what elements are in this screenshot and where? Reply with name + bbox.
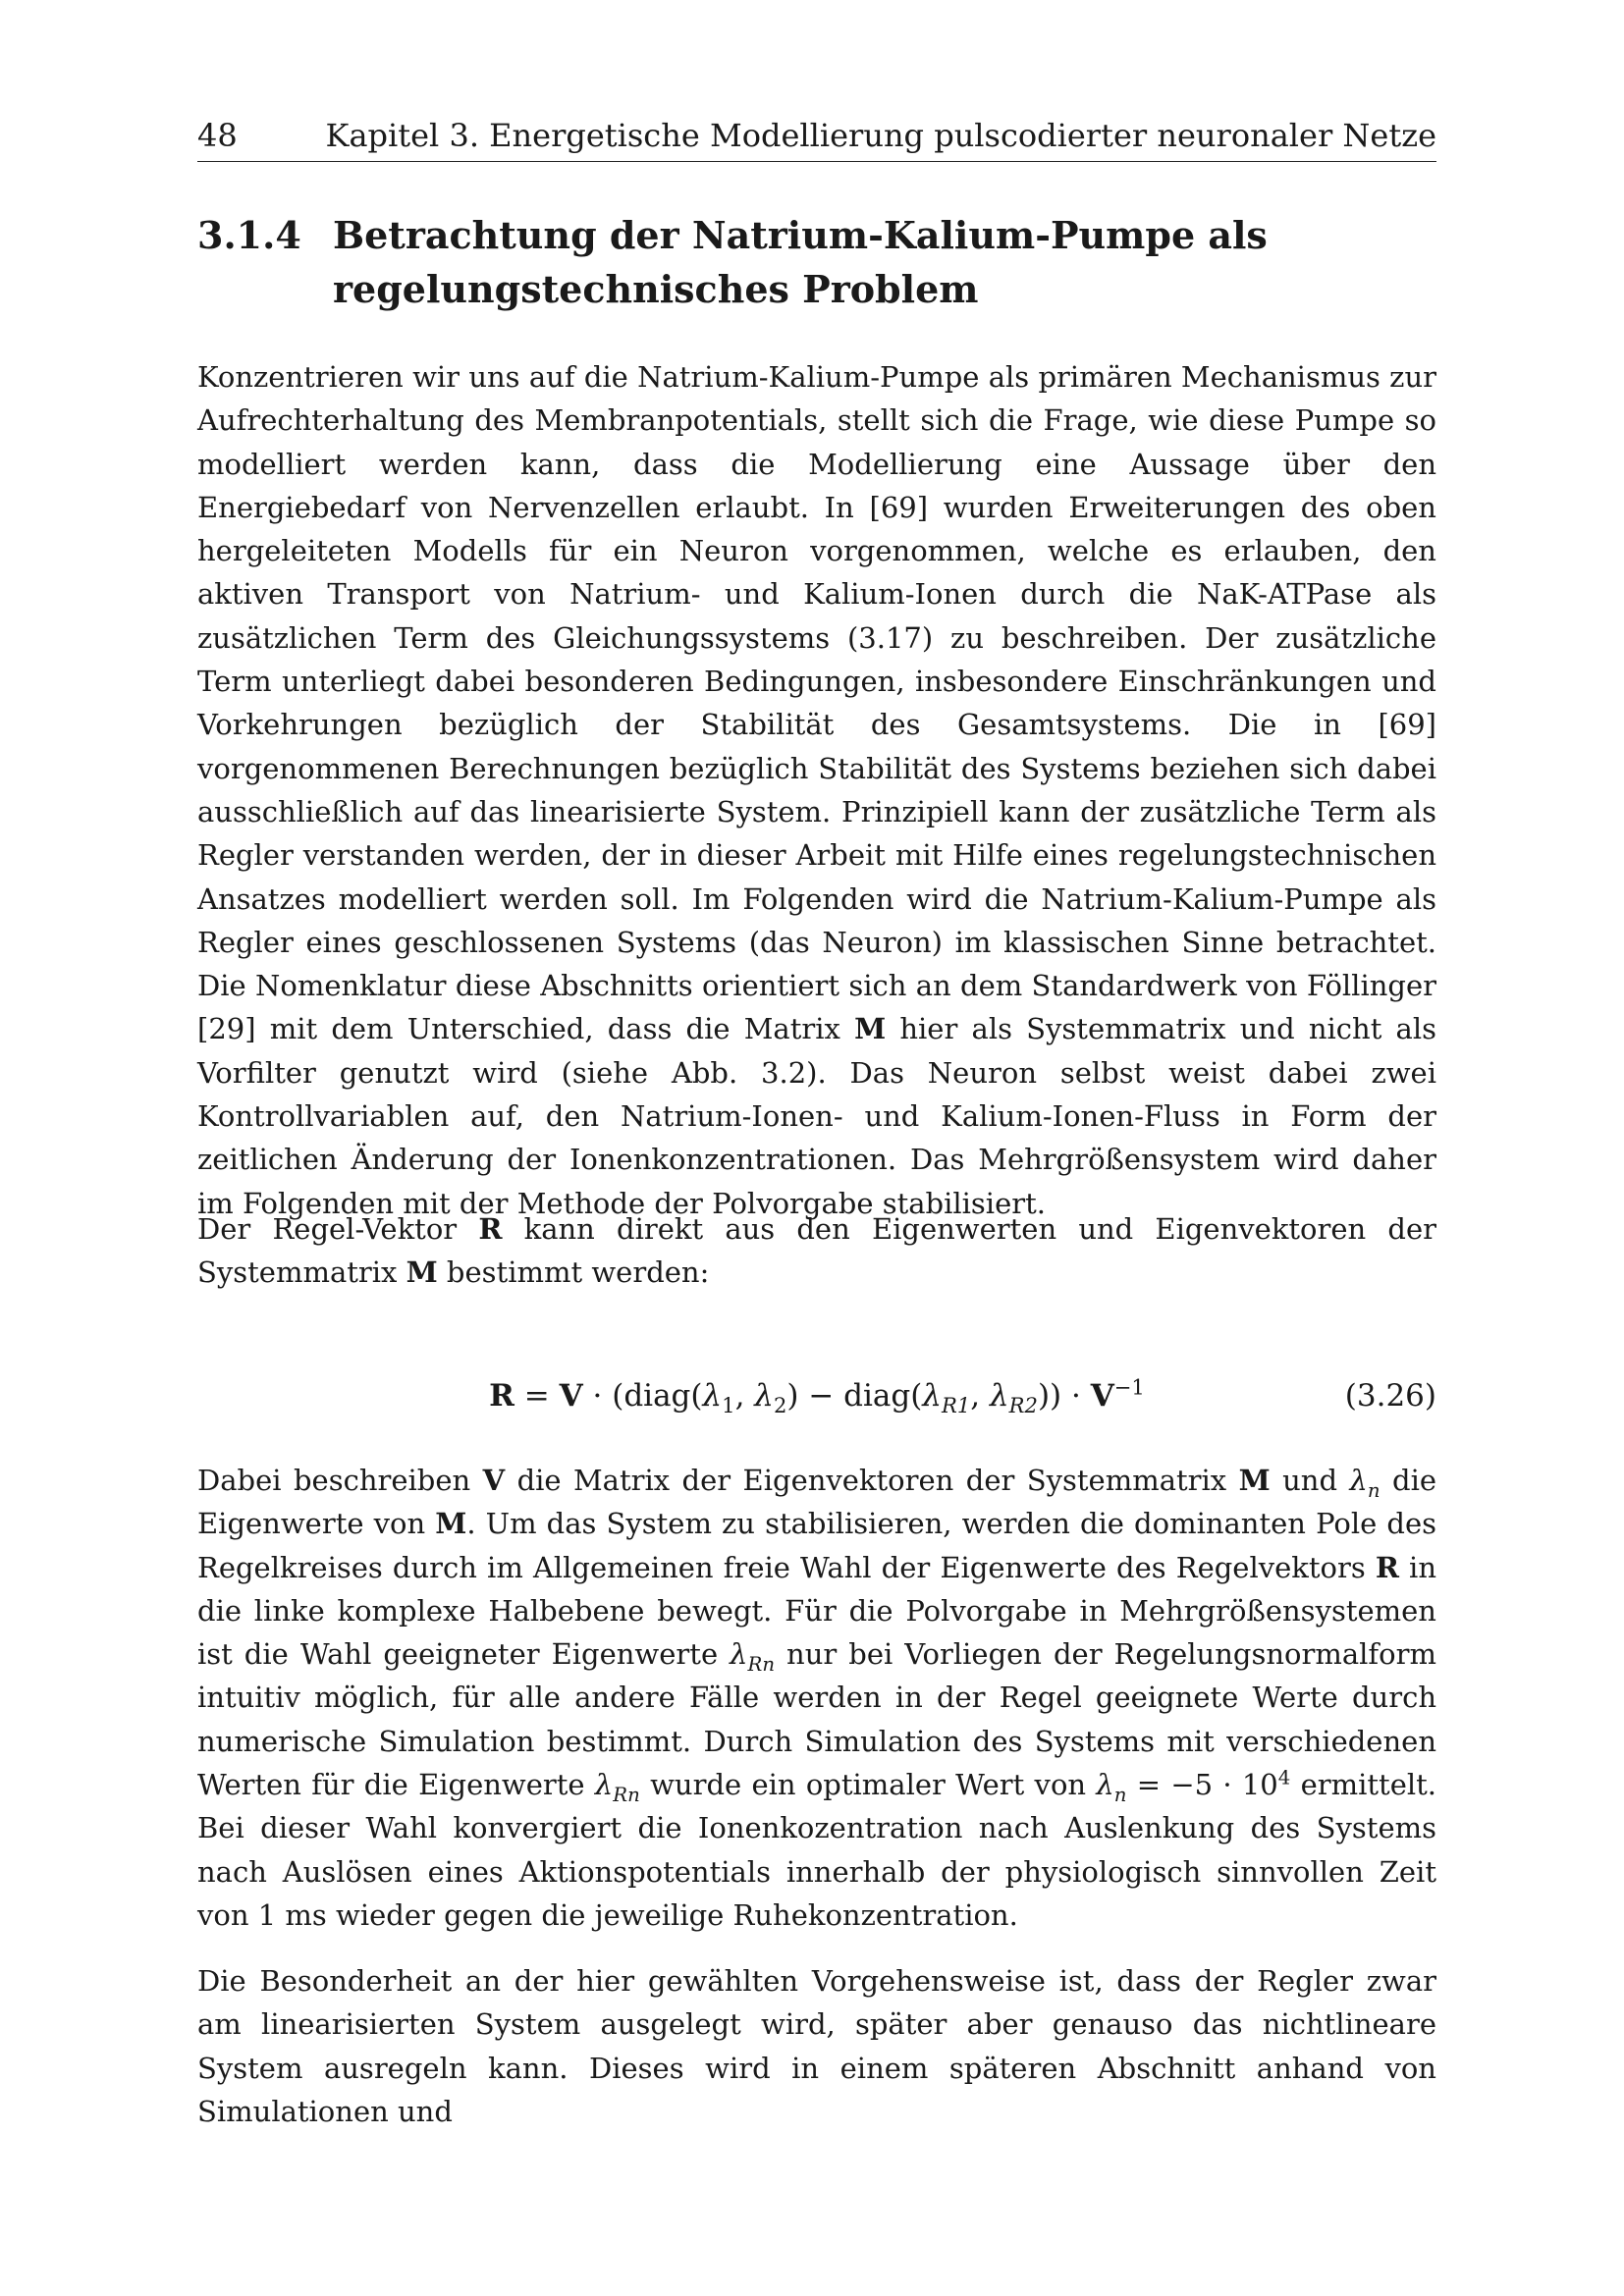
section-number: 3.1.4 [197, 213, 301, 257]
math-symbol: M [854, 1012, 887, 1046]
math-subscript: 2 [773, 1393, 787, 1418]
text-run: Konzentrieren wir uns auf die Natrium-Kalium-Pumpe als primären Mechanismus zur Aufrechterhaltung des Membranpotentials, stellt sich die Frage, wie diese Pumpe so modelliert werden kann, dass die Modellierung eine Aussage über den Energiebedarf von Nervenzellen erlaubt. In [69] wurden Erweiterungen des oben hergeleiteten Modells für ein Neuron vorgenommen, welche es erlauben, den aktiven Transport von Natrium- und Kalium-Ionen durch die NaK-ATPase als zusätzlichen Term des Gleichungssystems (3.17) zu beschreiben. Der zusätzliche Term unterliegt dabei besonderen Bedingungen, insbesondere Einschränkungen und Vorkehrungen bezüglich der Stabilität des Gesamtsystems. Die in [69] vorgenommenen Berechnungen bezüglich Stabilität des Systems beziehen sich dabei ausschließlich auf das linearisierte System. Prinzipiell kann der zusätzliche Term als Regler verstanden werden, der in dieser Arbeit mit Hilfe eines regelungstechnischen Ansatzes modelliert werden soll. Im Folgenden wird die Natrium-Kalium-Pumpe als Regler eines geschlossenen Systems (das Neuron) im klassischen Sinne betrachtet. Die Nomenklatur diese Abschnitts orientiert sich an dem Standardwerk von Föllinger [29] mit dem Unterschied, dass die Matrix [197, 360, 1436, 1046]
text-run: hier als Systemmatrix und nicht als Vorfilter genutzt wird (siehe Abb. 3.2). Das Neuron selbst weist dabei zwei Kontrollvariablen auf, den Natrium-Ionen- und Kalium-Ionen-Fluss in Form der zeitlichen Änderung der Ionenkonzentrationen. Das Mehrgrößensystem wird daher im Folgenden mit der Methode der Polvorgabe stabilisiert. [197, 1012, 1436, 1220]
section-title: Betrachtung der Natrium-Kalium-Pumpe als regelungstechnisches Problem [333, 213, 1268, 311]
math-text: , [970, 1378, 990, 1414]
equation-body [197, 1370, 1436, 1421]
paragraph-1 [197, 355, 1436, 1225]
text-run: Der Regel-Vektor [197, 1212, 479, 1246]
text-run: . Um das System zu stabilisieren, werden die dominanten Pole des Regelkreises durch im Allgemeinen freie Wahl der Eigenwerte des Regelvektors [197, 1507, 1437, 1584]
math-symbol: λ [594, 1768, 614, 1802]
math-symbol: λ [922, 1378, 942, 1414]
paragraph-2 [197, 1207, 1436, 1295]
page-number: 48 [197, 117, 238, 154]
text-run: kann direkt aus den Eigenwerten und Eigenvektoren der Systemmatrix [197, 1212, 1436, 1290]
section-heading [197, 208, 1436, 316]
paragraph-3 [197, 1459, 1436, 1937]
math-text: )) · [1037, 1378, 1091, 1414]
text-run: und [1270, 1464, 1350, 1497]
math-superscript: −1 [1113, 1374, 1145, 1400]
text-run: die Eigenwerte von [197, 1464, 1437, 1541]
math-symbol: V [1090, 1378, 1114, 1414]
math-symbol: M [1238, 1464, 1271, 1497]
math-text: · (diag( [582, 1378, 703, 1414]
text-run: nur bei Vorliegen der Regelungsnormalform intuitiv möglich, für alle andere Fälle werden in der Regel geeignete Werte durch numerische Simulation bestimmt. Durch Simulation des Systems mit verschiedenen Werten für die Eigenwerte [197, 1637, 1436, 1802]
math-subscript: n [1113, 1783, 1127, 1806]
text-run: wurde ein optimaler Wert von [639, 1768, 1097, 1802]
text-run: in die linke komplexe Halbebene bewegt. Für die Polvorgabe in Mehrgrößensystemen ist die Wahl geeigneter Eigenwerte [197, 1550, 1437, 1672]
math-text: = −5 · 10 [1126, 1768, 1278, 1802]
math-subscript: 1 [722, 1393, 735, 1418]
math-subscript: n [1367, 1478, 1380, 1502]
text-run: die Matrix der Eigenvektoren der Systemmatrix [505, 1464, 1239, 1497]
math-symbol: λ [1096, 1768, 1114, 1802]
math-subscript: R1 [942, 1393, 971, 1418]
equation-3-26 [197, 1370, 1436, 1421]
text-run: bestimmt werden: [437, 1255, 710, 1290]
math-symbol: λ [1349, 1464, 1368, 1497]
math-superscript: 4 [1277, 1766, 1291, 1789]
equation-number: (3.26) [1344, 1378, 1436, 1414]
math-symbol: λ [730, 1637, 748, 1672]
math-symbol: λ [702, 1378, 723, 1414]
text-run: ermittelt. Bei dieser Wahl konvergiert die Ionenkozentration nach Auslenkung des Systems nach Auslösen eines Aktionspotentials innerhalb der physiologisch sinnvollen Zeit von 1 ms wieder gegen die jeweilige Ruhekonzentration. [197, 1768, 1437, 1932]
paragraph-4: Die Besonderheit an der hier gewählten Vorgehensweise ist, dass der Regler zwar am linearisierten System ausgelegt wird, später aber genauso das nichtlineare System ausregeln kann. Dieses wird in einem späteren Abschnitt anhand von Simulationen und [197, 1964, 1436, 2128]
math-symbol: M [406, 1255, 438, 1290]
math-symbol: R [1375, 1550, 1399, 1584]
math-symbol: R [478, 1212, 503, 1246]
math-subscript: Rn [613, 1783, 640, 1806]
math-subscript: R2 [1008, 1393, 1038, 1418]
math-symbol: M [435, 1507, 467, 1541]
math-symbol: V [559, 1378, 583, 1414]
math-text: = [514, 1378, 560, 1414]
math-text: , [734, 1378, 755, 1414]
math-symbol: R [489, 1378, 514, 1414]
math-subscript: Rn [747, 1652, 776, 1676]
running-header [197, 118, 1436, 162]
chapter-title: Kapitel 3. Energetische Modellierung pulscodierter neuronaler Netze [325, 117, 1436, 154]
math-symbol: V [482, 1464, 506, 1497]
math-symbol: λ [990, 1378, 1009, 1414]
math-text: ) − diag( [786, 1378, 923, 1414]
math-symbol: λ [754, 1378, 774, 1414]
text-run: Dabei beschreiben [197, 1464, 483, 1497]
